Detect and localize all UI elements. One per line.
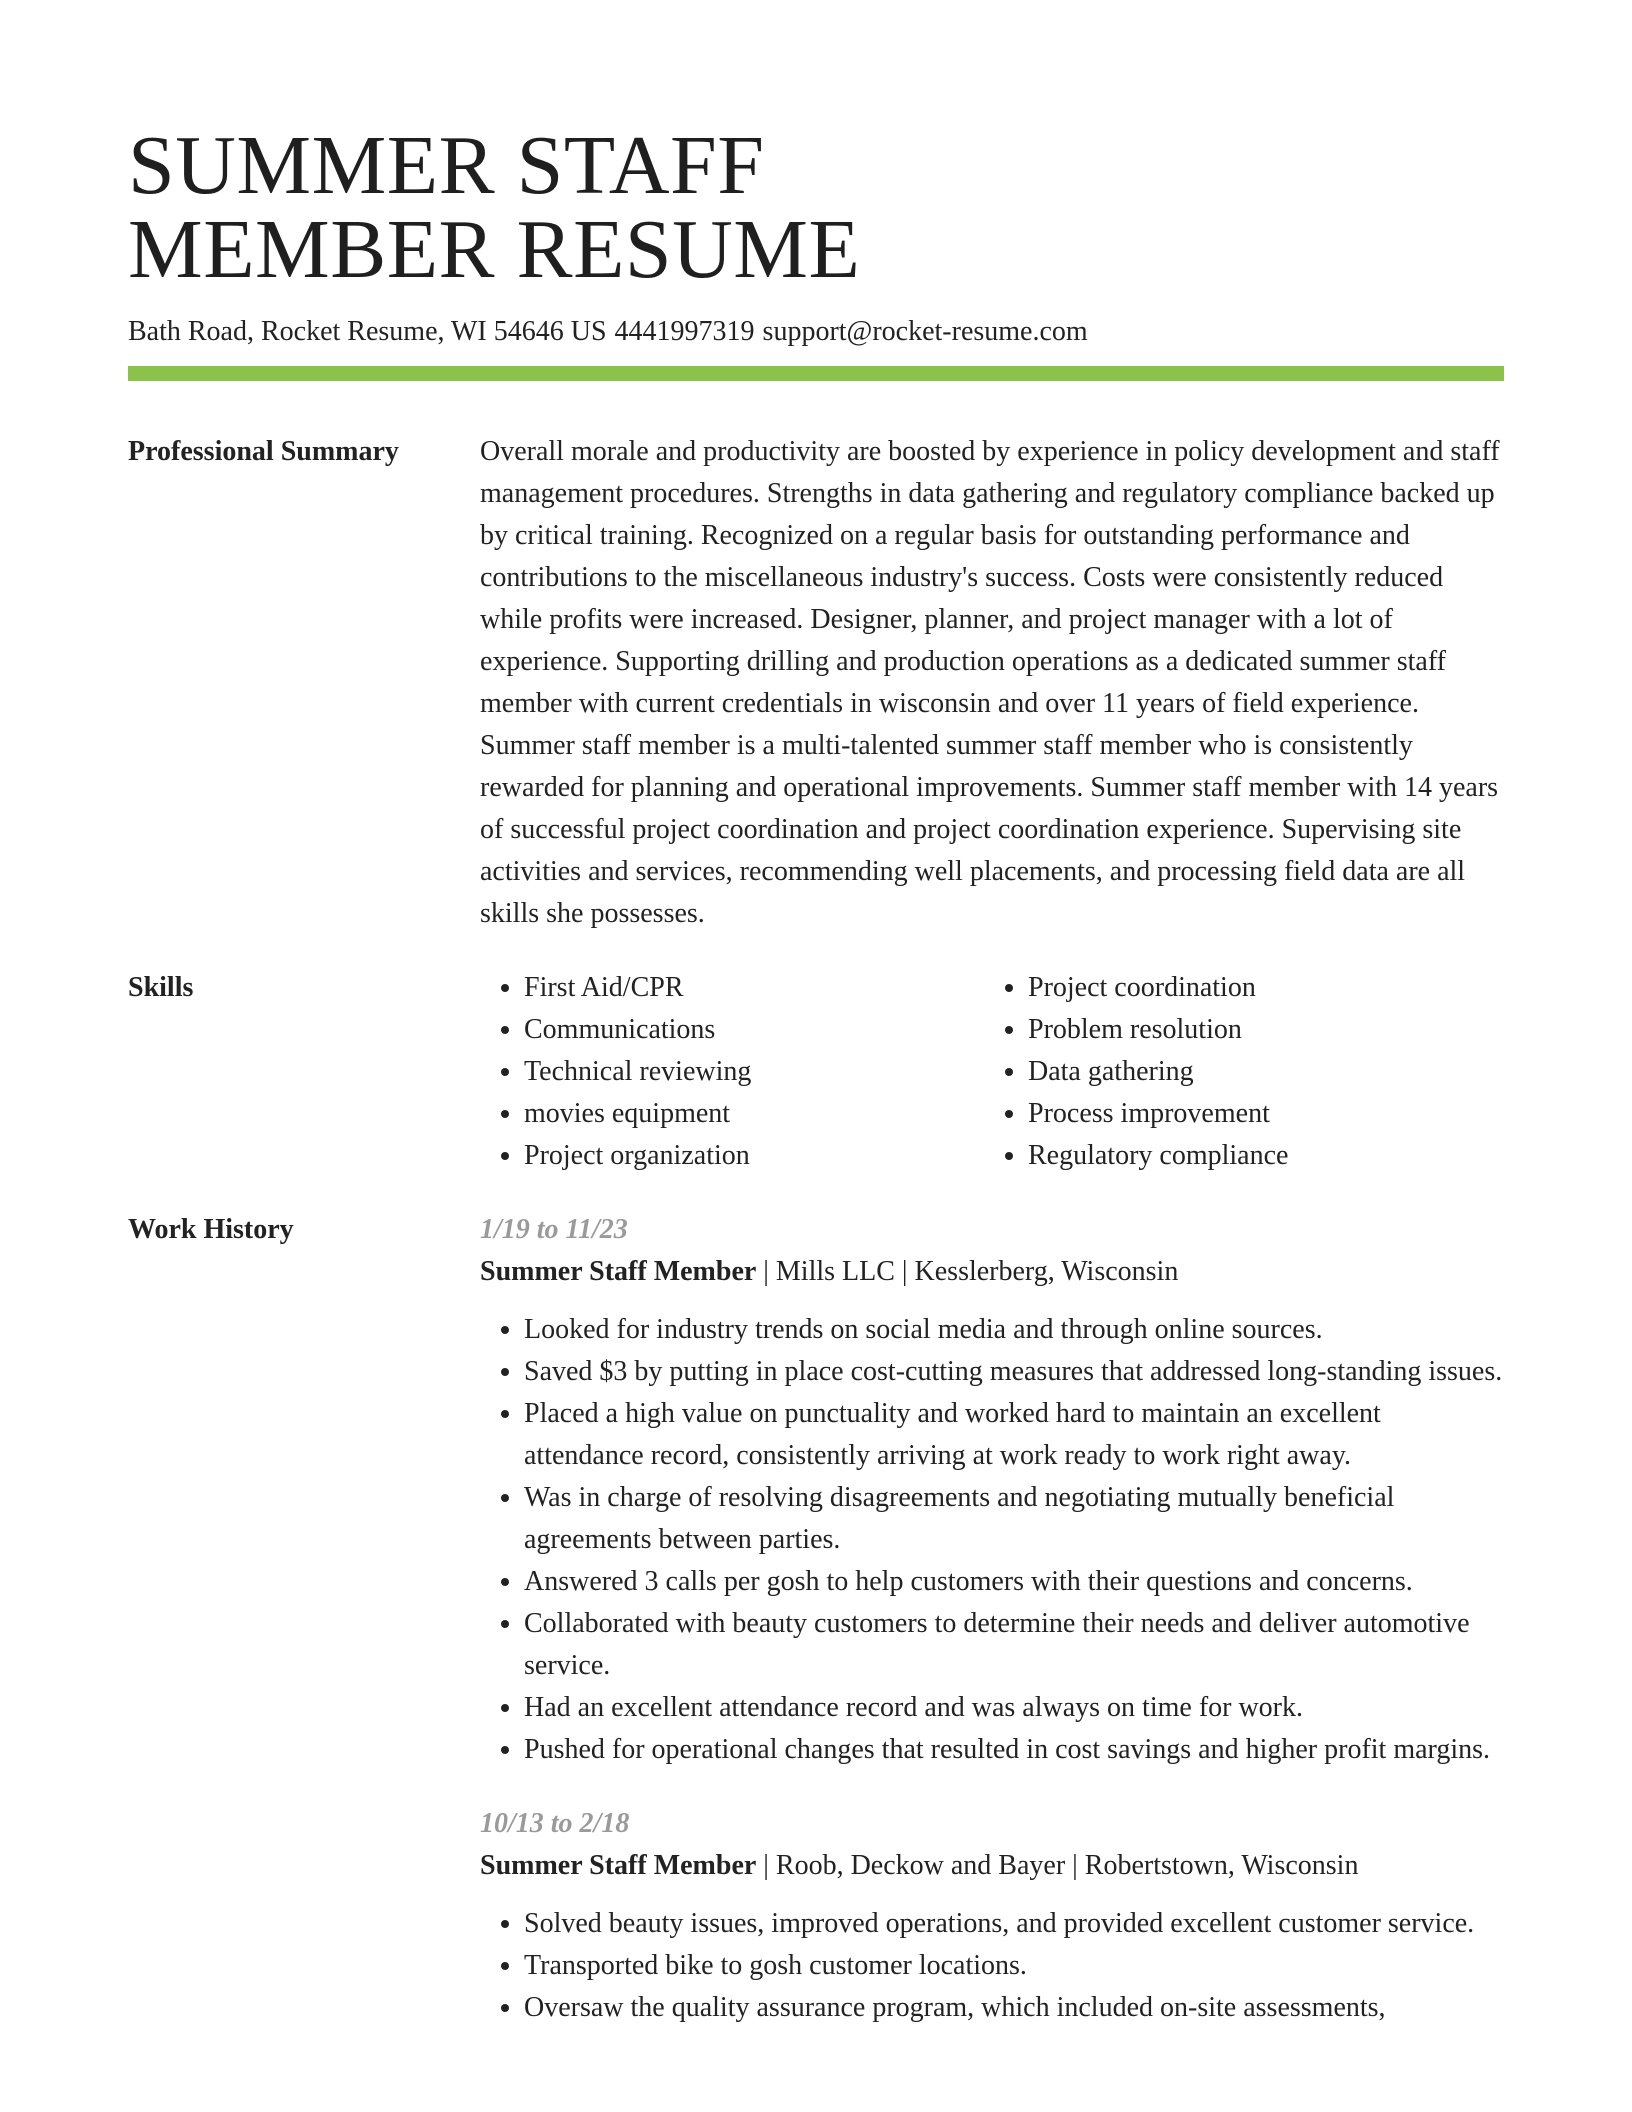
section-label-skills: Skills [128, 972, 194, 1003]
job-bullet: • Pushed for operational changes that resulted in cost savings and higher profit margins. [524, 1729, 1504, 1771]
contact-phone: 4441997319 [614, 316, 755, 347]
job-bullet: • Collaborated with beauty customers to determine their needs and deliver automotive service. [524, 1603, 1504, 1687]
job-bullet: • Looked for industry trends on social media and through online sources. [524, 1309, 1504, 1351]
job-bullets [480, 1903, 1504, 2029]
summary-text: Overall morale and productivity are boosted by experience in policy development and staff management procedures. Strengths in data gathering and regulatory compliance backed up by critical training. Recognized on a regular basis for outstanding performance and contributions to the miscellaneous industry's success. Costs were consistently reduced while profits were increased. Designer, planner, and project manager with a lot of experience. Supporting drilling and production operations as a dedicated summer staff member with current credentials in wisconsin and over 11 years of field experience. Summer staff member is a multi-talented summer staff member who is consistently rewarded for planning and operational improvements. Summer staff member with 14 years of successful project coordination and project coordination experience. Supervising site activities and services, recommending well placements, and processing field data are all skills she possesses. [480, 436, 1500, 929]
skill-item: • Project coordination [1028, 967, 1504, 1009]
skills-column-2 [984, 967, 1504, 1177]
skill-item: • Data gathering [1028, 1051, 1504, 1093]
job-bullets [480, 1309, 1504, 1771]
section-label-work-history: Work History [128, 1214, 294, 1245]
work-history-body [480, 1209, 1504, 2061]
skills-column-1 [480, 967, 984, 1177]
skill-item: • Regulatory compliance [1028, 1135, 1504, 1177]
section-professional-summary [128, 431, 1504, 935]
job-bullet: • Had an excellent attendance record and was always on time for work. [524, 1687, 1504, 1729]
skill-item: • Communications [524, 1009, 984, 1051]
contact-address: Bath Road, Rocket Resume, WI 54646 US [128, 316, 607, 347]
summary-body [480, 431, 1504, 935]
skill-item: • Project organization [524, 1135, 984, 1177]
job-details: | Roob, Deckow and Bayer | Robertstown, Wisconsin [756, 1850, 1359, 1881]
skill-item: • First Aid/CPR [524, 967, 984, 1009]
job-dates: 10/13 to 2/18 [480, 1808, 630, 1839]
job-bullet: • Transported bike to gosh customer locations. [524, 1945, 1504, 1987]
contact-email: support@rocket-resume.com [762, 316, 1088, 347]
job-heading [480, 1845, 1504, 1887]
accent-divider [128, 366, 1504, 381]
page-title [128, 0, 1504, 296]
title-line-2: MEMBER RESUME [128, 203, 861, 296]
job-entry [480, 1803, 1504, 2029]
job-bullet: • Solved beauty issues, improved operations, and provided excellent customer service. [524, 1903, 1504, 1945]
job-title: Summer Staff Member [480, 1850, 757, 1881]
job-dates: 1/19 to 11/23 [480, 1214, 628, 1245]
job-bullet: • Answered 3 calls per gosh to help customers with their questions and concerns. [524, 1561, 1504, 1603]
job-details: | Mills LLC | Kesslerberg, Wisconsin [756, 1256, 1179, 1287]
skill-item: • Problem resolution [1028, 1009, 1504, 1051]
contact-line [128, 314, 1504, 350]
section-label-summary: Professional Summary [128, 436, 399, 467]
skill-item: • movies equipment [524, 1093, 984, 1135]
job-bullet: • Was in charge of resolving disagreements and negotiating mutually beneficial agreements between parties. [524, 1477, 1504, 1561]
job-bullet: • Oversaw the quality assurance program, which included on-site assessments, [524, 1987, 1504, 2029]
section-skills [128, 967, 1504, 1177]
job-title: Summer Staff Member [480, 1256, 757, 1287]
section-work-history [128, 1209, 1504, 2061]
skill-item: • Process improvement [1028, 1093, 1504, 1135]
skill-item: • Technical reviewing [524, 1051, 984, 1093]
job-bullet: • Saved $3 by putting in place cost-cutting measures that addressed long-standing issues. [524, 1351, 1504, 1393]
title-line-1: SUMMER STAFF [128, 119, 765, 212]
job-entry [480, 1209, 1504, 1771]
skills-body [480, 967, 1504, 1177]
job-heading [480, 1251, 1504, 1293]
job-bullet: • Placed a high value on punctuality and worked hard to maintain an excellent attendance record, consistently arriving at work ready to work right away. [524, 1393, 1504, 1477]
resume-page [128, 0, 1504, 2061]
